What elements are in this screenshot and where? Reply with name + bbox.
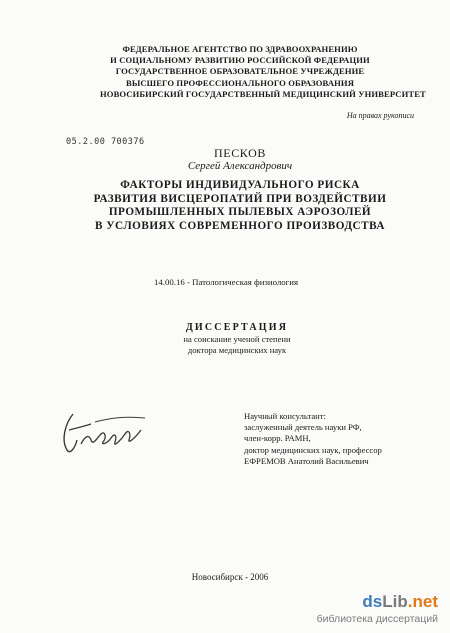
title-line: РАЗВИТИЯ ВИСЦЕРОПАТИЙ ПРИ ВОЗДЕЙСТВИИ: [93, 192, 387, 205]
title-line: ФАКТОРЫ ИНДИВИДУАЛЬНОГО РИСКА: [120, 179, 360, 191]
org-line: НОВОСИБИРСКИЙ ГОСУДАРСТВЕННЫЙ МЕДИЦИНСКИЙ УНИВЕРСИТЕТ: [100, 88, 426, 99]
degree-description: [12, 334, 450, 356]
specialty-code: 14.00.16 - Патологическая физиология: [154, 277, 299, 287]
org-line: ФЕДЕРАЛЬНОЕ АГЕНТСТВО ПО ЗДРАВООХРАНЕНИЮ: [122, 44, 358, 54]
organization-header: [100, 44, 426, 100]
dslib-subtitle: библиотека диссертаций: [316, 613, 438, 625]
consultant-line: Научный консультант:: [244, 411, 326, 421]
consultant-line: доктор медицинских наук, профессор: [244, 444, 382, 455]
dissertation-heading: ДИССЕРТАЦИЯ: [185, 322, 289, 333]
org-line: ГОСУДАРСТВЕННОЕ ОБРАЗОВАТЕЛЬНОЕ УЧРЕЖДЕНИЕ: [115, 66, 365, 77]
handwritten-signature: [55, 400, 155, 460]
author-last-name: ПЕСКОВ: [214, 146, 266, 160]
rights-note: На правах рукописи: [346, 111, 414, 120]
consultant-line: ЕФРЕМОВ Анатолий Васильевич: [244, 455, 369, 466]
dslib-logo: dsLib.net: [362, 592, 438, 611]
scientific-consultant: [244, 411, 382, 467]
author-first-names: Сергей Александрович: [187, 160, 293, 172]
title-line: В УСЛОВИЯХ СОВРЕМЕННОГО ПРОИЗВОДСТВА: [95, 219, 385, 232]
dissertation-title: [15, 179, 450, 233]
org-line: ВЫСШЕГО ПРОФЕССИОНАЛЬНОГО ОБРАЗОВАНИЯ: [125, 77, 355, 88]
title-line: ПРОМЫШЛЕННЫХ ПЫЛЕВЫХ АЭРОЗОЛЕЙ: [108, 206, 372, 218]
archive-stamp: 05.2.00 700376: [66, 137, 145, 147]
dslib-watermark: [317, 593, 438, 625]
org-line: И СОЦИАЛЬНОМУ РАЗВИТИЮ РОССИЙСКОЙ ФЕДЕРАЦИИ: [110, 55, 370, 66]
consultant-line: заслуженный деятель науки РФ,: [244, 422, 362, 433]
city-year: Новосибирск - 2006: [191, 572, 269, 582]
consultant-line: член-корр. РАМН,: [244, 433, 311, 444]
degree-line: на соискание ученой степени: [183, 334, 291, 344]
degree-line: доктора медицинских наук: [187, 345, 287, 355]
